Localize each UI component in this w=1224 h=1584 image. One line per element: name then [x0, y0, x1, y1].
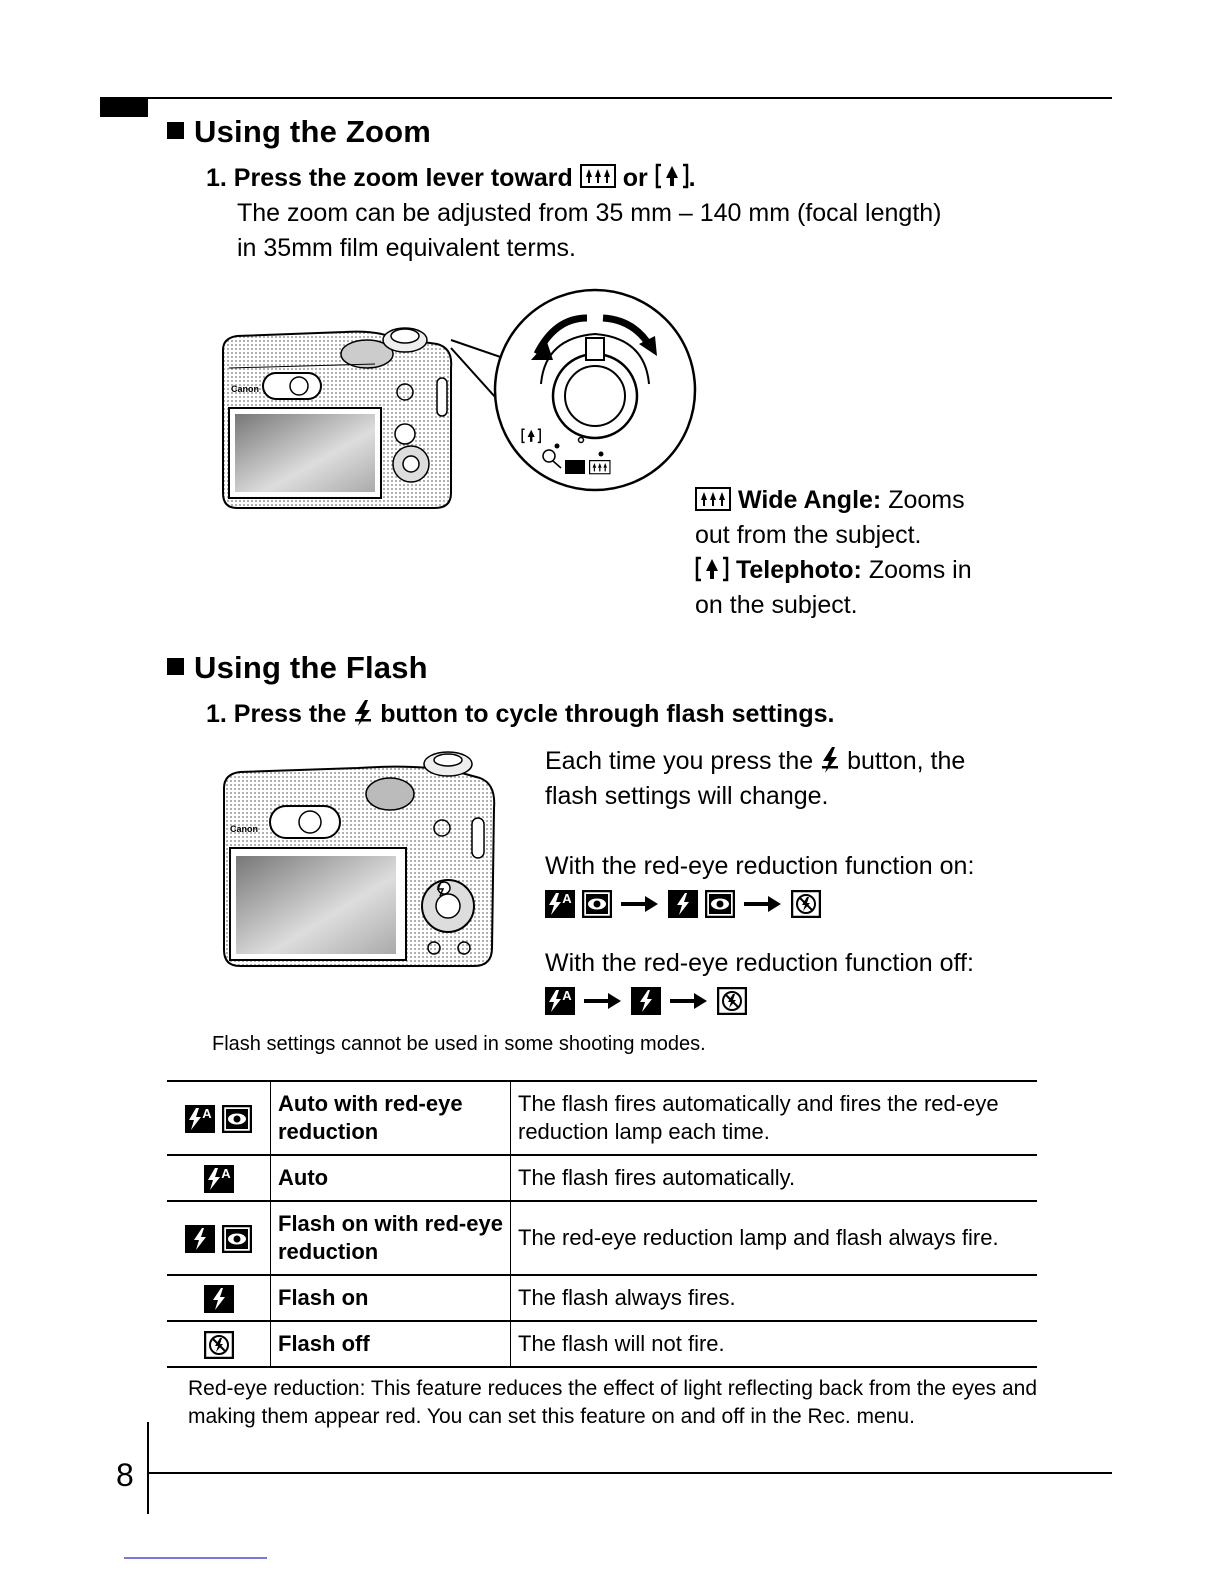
mode-icons — [167, 1155, 271, 1201]
redeye-on-sequence: With the red-eye reduction function on: — [545, 849, 974, 921]
camera-flash-illustration — [218, 748, 508, 973]
red-eye-icon — [222, 1225, 252, 1253]
flash-settings-table — [167, 1080, 1037, 1368]
flash-on-icon — [204, 1285, 234, 1313]
zoom-heading: Using the Zoom — [167, 114, 431, 150]
zoom-step: 1. Press the zoom lever toward or . — [206, 164, 696, 192]
page-side-rule — [147, 1422, 149, 1514]
mode-description: The flash will not fire. — [511, 1321, 1038, 1367]
flash-note: Flash settings cannot be used in some shooting modes. — [212, 1033, 706, 1055]
arrow-right-icon — [670, 991, 708, 1011]
flash-bolt-icon — [353, 699, 373, 727]
arrow-right-icon — [584, 991, 622, 1011]
mode-description: The flash always fires. — [511, 1275, 1038, 1321]
flash-auto-icon — [545, 890, 575, 918]
zoom-lever-legend: Wide Angle: Zooms out from the subject. Telephoto: Zooms in on the subject. — [695, 486, 972, 619]
flash-cycle-description: Each time you press the button, the flash settings will change. — [545, 747, 966, 810]
flash-step: 1. Press the button to cycle through flash settings. — [206, 700, 835, 728]
flash-auto-icon — [185, 1105, 215, 1133]
table-row — [167, 1275, 1037, 1321]
page-number: 8 — [116, 1457, 134, 1493]
wide-angle-icon — [695, 487, 731, 511]
zoom-description: The zoom can be adjusted from 35 mm – 140 mm (focal length) in 35mm film equivalent terms. — [237, 199, 942, 262]
section-marker — [100, 97, 148, 117]
wide-angle-icon — [580, 164, 616, 188]
table-row — [167, 1321, 1037, 1367]
mode-icons — [167, 1275, 271, 1321]
mode-icons — [167, 1321, 271, 1367]
flash-heading: Using the Flash — [167, 650, 428, 686]
flash-off-icon — [717, 987, 747, 1015]
svg-text:Canon: Canon — [230, 824, 258, 834]
telephoto-icon — [695, 556, 729, 582]
telephoto-label: Telephoto: — [735, 556, 862, 584]
mode-name: Flash on — [271, 1275, 511, 1321]
flash-bolt-icon — [820, 746, 840, 774]
red-eye-icon — [222, 1105, 252, 1133]
mode-icons — [167, 1081, 271, 1155]
red-eye-icon — [582, 890, 612, 918]
mode-name: Auto — [271, 1155, 511, 1201]
flash-auto-icon — [545, 987, 575, 1015]
wide-angle-label: Wide Angle: — [737, 486, 882, 514]
mode-name: Flash on with red-eye reduction — [271, 1201, 511, 1275]
mode-name: Flash off — [271, 1321, 511, 1367]
redeye-footnote: Red-eye reduction: This feature reduces the effect of light reflecting back from the eyes and making them appear red. You can set this feature on and off in the Rec. menu. — [188, 1377, 1038, 1428]
mode-description: The flash fires automatically and fires the red-eye reduction lamp each time. — [511, 1081, 1038, 1155]
table-row — [167, 1201, 1037, 1275]
table-row — [167, 1155, 1037, 1201]
arrow-right-icon — [744, 894, 782, 914]
mode-description: The red-eye reduction lamp and flash always fire. — [511, 1201, 1038, 1275]
flash-on-icon — [631, 987, 661, 1015]
svg-text:Canon: Canon — [231, 384, 259, 394]
mode-icons — [167, 1201, 271, 1275]
flash-off-icon — [791, 890, 821, 918]
flash-on-icon — [185, 1225, 215, 1253]
camera-zoom-illustration — [215, 288, 705, 518]
red-eye-icon — [705, 890, 735, 918]
table-row — [167, 1081, 1037, 1155]
redeye-off-sequence: With the red-eye reduction function off: — [545, 946, 974, 1018]
flash-auto-icon — [204, 1165, 234, 1193]
bottom-rule — [148, 1472, 1112, 1474]
top-rule — [100, 97, 1112, 99]
blue-underline — [124, 1557, 267, 1559]
arrow-right-icon — [621, 894, 659, 914]
mode-name: Auto with red-eye reduction — [271, 1081, 511, 1155]
telephoto-icon — [655, 163, 689, 189]
flash-on-icon — [668, 890, 698, 918]
mode-description: The flash fires automatically. — [511, 1155, 1038, 1201]
flash-off-icon — [204, 1331, 234, 1359]
